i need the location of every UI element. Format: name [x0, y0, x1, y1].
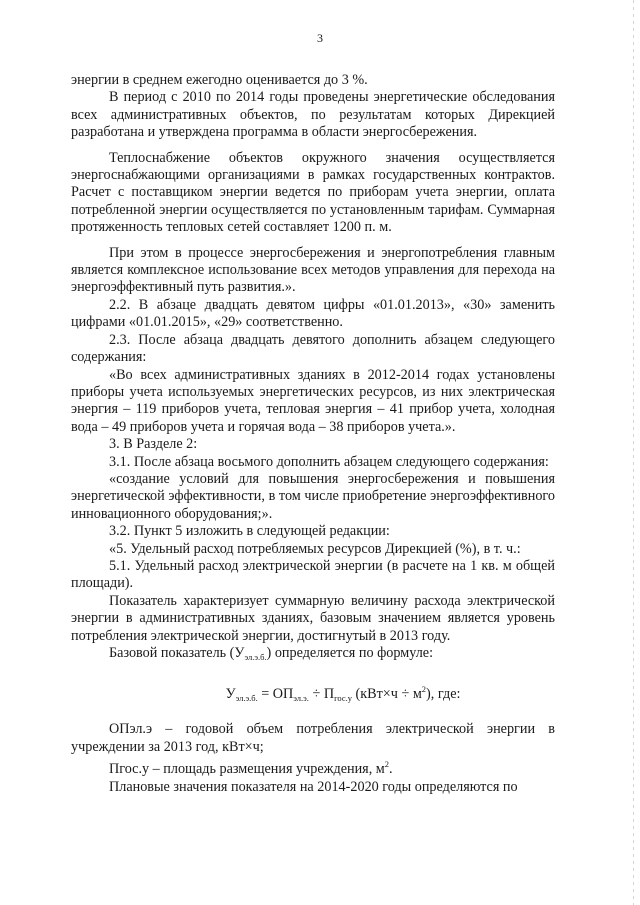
document-body: [71, 72, 555, 796]
paragraph-amendment-3-1: 3.1. После абзаца восьмого дополнить абзацем следующего содержания:: [109, 453, 549, 470]
paragraph-amendment-2-3: 2.3. После абзаца двадцать девятого дополнить абзацем следующего содержания:: [71, 331, 555, 366]
paragraph-section-3: 3. В Разделе 2:: [109, 436, 198, 453]
paragraph-meters-installed: «Во всех административных зданиях в 2012-2014 годах установлены приборы учета используемых энергетических ресурсов, из них электрическая энергия – 119 приборов учета, тепловая энергия – 41 прибор учета, холодная вода – 49 приборов учета и горячая вода – 38 приборов учета.».: [71, 366, 555, 435]
paragraph-item-5: «5. Удельный расход потребляемых ресурсов Дирекцией (%), в т. ч.:: [109, 540, 521, 557]
paragraph-amendment-3-2: 3.2. Пункт 5 изложить в следующей редакции:: [109, 523, 390, 540]
paragraph-area-definition: Пгос.у – площадь размещения учреждения, $м^2$.: [109, 759, 393, 778]
formula: [71, 676, 555, 711]
paragraph-indicator-description: Показатель характеризует суммарную величину расхода электрической энергии в административных зданиях, базовым значением является уровень потребления электрической энергии, достигнутый в 2013 году.: [71, 592, 555, 644]
scan-edge-artifact: [633, 0, 634, 905]
paragraph-planned-values: Плановые значения показателя на 2014-2020 годы определяются по: [109, 778, 518, 795]
paragraph-efficiency-conditions: «создание условий для повышения энергосбережения и повышения энергетической эффективности, в том числе приобретение энергоэффективного инновационного оборудования;».: [71, 470, 555, 522]
paragraph-management-methods: При этом в процессе энергосбережения и энергопотребления главным является комплексное использование всех методов управления для перехода на энергоэффективный путь развития.».: [71, 244, 555, 296]
paragraph-base-indicator: Базовой показатель $(У_{эл.э.б.})$ определяется по формуле:: [109, 645, 434, 662]
formula-line: $У_{эл.э.б.} = ОП_{эл.э.} \div П_{гос.у}$ $(кВт\times ч \div м^2)$, где:: [225, 684, 461, 704]
paragraph-amendment-2-2: 2.2. В абзаце двадцать девятом цифры «01.01.2013», «30» заменить цифрами «01.01.2015», «29» соответственно.: [71, 296, 555, 331]
paragraph-item-5-1: 5.1. Удельный расход электрической энергии (в расчете на 1 кв. м общей площади).: [71, 557, 555, 592]
paragraph-energy-savings-estimate: энергии в среднем ежегодно оценивается до 3 %.: [71, 72, 368, 88]
paragraph-heat-supply: Теплоснабжение объектов окружного значения осуществляется энергоснабжающими организациями в рамках государственных контрактов. Расчет с поставщиком энергии ведется по приборам учета энергии, оплата потребленной энергии осуществляется по установленным тарифам. Суммарная протяженность тепловых сетей составляет 1200 п. м.: [71, 149, 555, 236]
page-number: 3: [317, 31, 323, 45]
paragraph-energy-audits: В период с 2010 по 2014 годы проведены энергетические обследования всех административных объектов, по результатам которых Дирекцией разработана и утверждена программа в области энергосбережения.: [71, 89, 555, 141]
paragraph-op-definition: ОПэл.э – годовой объем потребления электрической энергии в учреждении за 2013 год, кВт×ч;: [71, 721, 555, 755]
